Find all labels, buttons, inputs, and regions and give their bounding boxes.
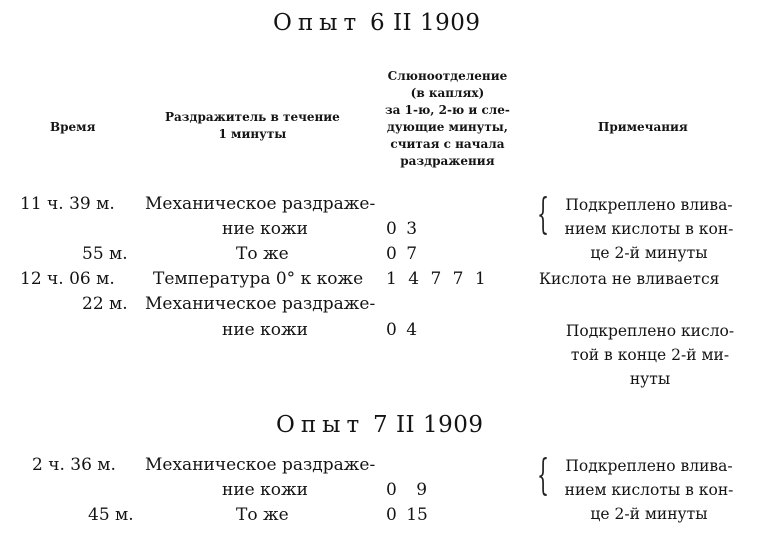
header-stimulus: Раздражитель в течение 1 минуты bbox=[165, 110, 340, 141]
experiment-title-1 bbox=[273, 10, 481, 36]
title-word: Опыт bbox=[273, 10, 363, 36]
row-time: 22 м. bbox=[82, 294, 128, 314]
row-saliva-value: 1 4 7 7 1 bbox=[386, 269, 486, 289]
row-stimulus: Температура 0° к коже bbox=[153, 269, 364, 289]
title-word: Опыт bbox=[276, 412, 366, 438]
row-stimulus: То же bbox=[236, 244, 289, 264]
row-time: 11 ч. 39 м. bbox=[20, 194, 115, 214]
title-date: 6 II 1909 bbox=[370, 10, 481, 36]
header-notes: Примечания bbox=[598, 120, 688, 134]
header-time: Время bbox=[50, 120, 96, 134]
title-date: 7 II 1909 bbox=[373, 412, 484, 438]
row-time: 45 м. bbox=[88, 505, 134, 525]
note: Кислота не вливается bbox=[539, 270, 720, 288]
row-stimulus: Механическое раздраже- bbox=[145, 455, 376, 475]
brace: { bbox=[537, 450, 550, 499]
brace: { bbox=[537, 189, 550, 238]
row-time: 55 м. bbox=[82, 244, 128, 264]
row-time: 12 ч. 06 м. bbox=[20, 269, 115, 289]
note: Подкреплено влива- нием кислоты в кон- це 2-й минуты bbox=[564, 457, 734, 523]
row-stimulus: То же bbox=[236, 505, 289, 525]
row-stimulus: Механическое раздраже- bbox=[145, 294, 376, 314]
note: Подкреплено влива- нием кислоты в кон- це 2-й минуты bbox=[564, 196, 734, 262]
experiment-title-2 bbox=[276, 412, 484, 438]
row-saliva-value: 0 9 bbox=[386, 480, 428, 500]
row-stimulus: Механическое раздраже- bbox=[145, 194, 376, 214]
row-saliva-value: 0 15 bbox=[386, 505, 428, 525]
row-time: 2 ч. 36 м. bbox=[32, 455, 116, 475]
note: Подкреплено кисло- той в конце 2-й ми- нуты bbox=[565, 322, 735, 388]
row-stimulus-cont: ние кожи bbox=[222, 480, 308, 500]
row-saliva-value: 0 4 bbox=[386, 320, 418, 340]
row-stimulus-cont: ние кожи bbox=[222, 320, 308, 340]
header-saliva: Слюноотделение (в каплях) за 1-ю, 2-ю и сле- дующие минуты, считая с начала раздражения bbox=[385, 69, 510, 168]
row-stimulus-cont: ние кожи bbox=[222, 219, 308, 239]
row-saliva-value: 0 7 bbox=[386, 244, 418, 264]
row-saliva-value: 0 3 bbox=[386, 219, 418, 239]
